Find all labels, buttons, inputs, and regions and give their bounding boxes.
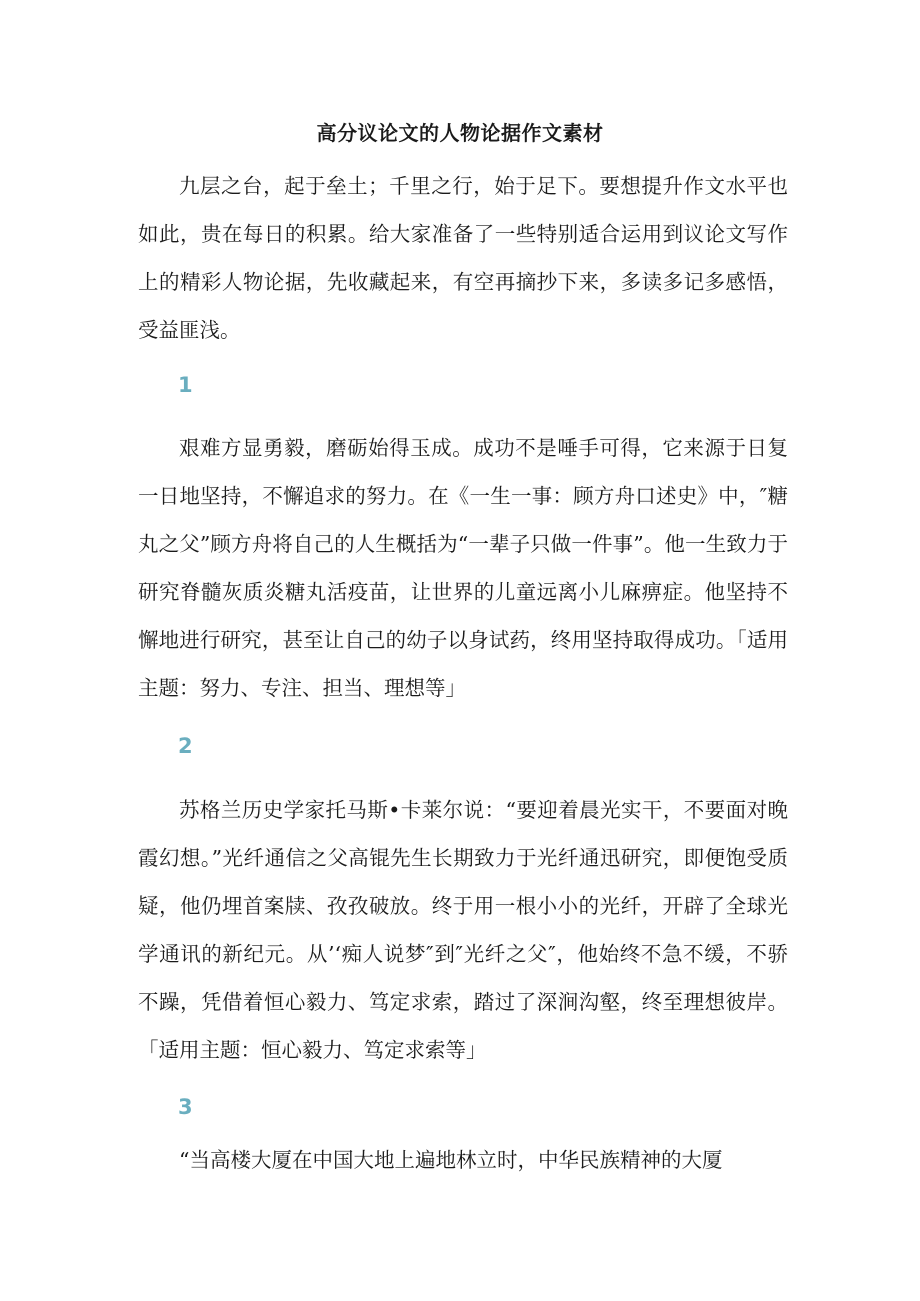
- section-1-paragraph: 艰难方显勇毅，磨砺始得玉成。成功不是唾手可得，它来源于日复一日地坚持，不懈追求的努力。在《一生一事：顾方舟口述史》中，″糖丸之父”顾方舟将自己的人生概括为“一辈子只做一件事”。他一生致力于研究脊髓灰质炎糖丸活疫苗，让世界的儿童远离小儿麻痹症。他坚持不懈地进行研究，甚至让自己的幼子以身试药，终用坚持取得成功。「适用主题：努力、专注、担当、理想等」: [138, 436, 788, 700]
- section-3-paragraph: “当高楼大厦在中国大地上遍地林立时，中华民族精神的大厦: [179, 1148, 723, 1172]
- section-number-3: 3: [178, 1095, 193, 1119]
- section-number-2: 2: [178, 734, 193, 758]
- section-number-1: 1: [178, 373, 193, 397]
- document-title: 高分议论文的人物论据作文素材: [316, 121, 604, 145]
- intro-paragraph: 九层之台，起于垒土；千里之行，始于足下。要想提升作文水平也如此，贵在每日的积累。给大家准备了一些特别适合运用到议论文写作上的精彩人物论据，先收藏起来，有空再摘抄下来，多读多记多感悟，受益匪浅。: [138, 174, 788, 342]
- section-2-paragraph: 苏格兰历史学家托马斯•卡莱尔说：“要迎着晨光实干，不要面对晚霞幻想。”光纤通信之父高锟先生长期致力于光纤通迅研究，即便饱受质疑，他仍埋首案牍、孜孜破放。终于用一根小小的光纤，开辟了全球光学通讯的新纪元。从’‘痴人说梦″到″光纤之父″，他始终不急不缓，不骄不躁，凭借着恒心毅力、笃定求索，踏过了深涧沟壑，终至理想彼岸。「适用主题：恒心毅力、笃定求索等」: [138, 798, 788, 1062]
